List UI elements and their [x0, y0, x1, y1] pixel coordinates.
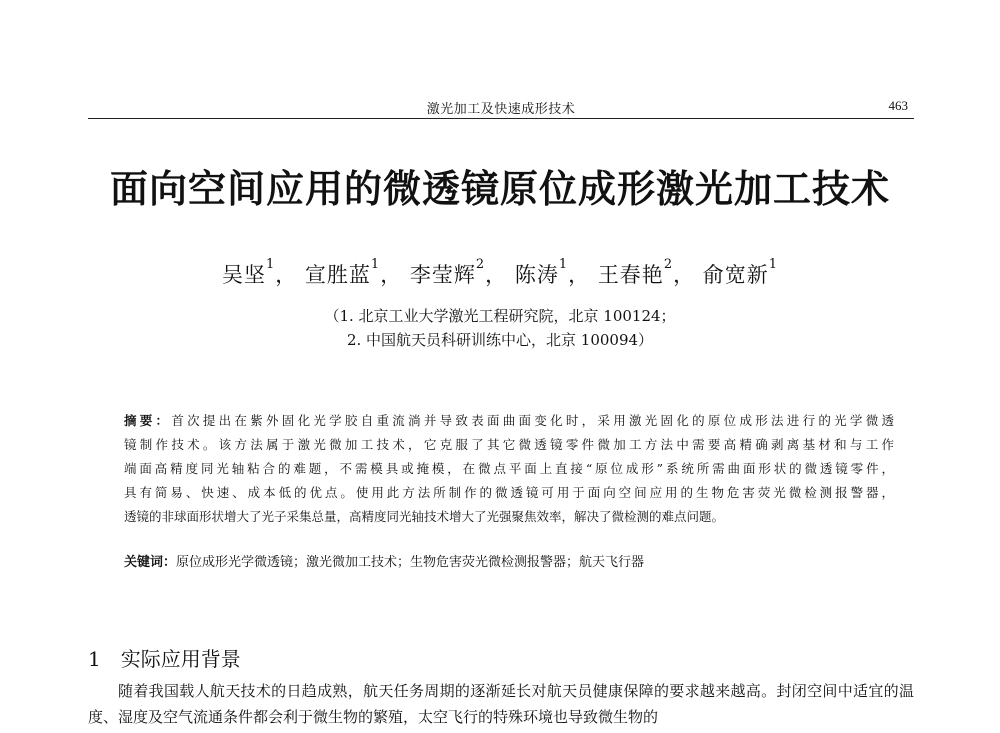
- abstract-line: 镜制作技术。该方法属于激光微加工技术，它克服了其它微透镜零件微加工方法中需要高精确剥离基材和与工作: [124, 437, 894, 452]
- section-number: 1: [88, 647, 101, 671]
- author-name: 陈涛: [514, 263, 559, 287]
- author-separator: ，: [673, 263, 696, 287]
- affiliation-mark: 2: [475, 257, 486, 272]
- keywords: [124, 551, 644, 570]
- running-title: 激光加工及快速成形技术: [426, 102, 576, 117]
- author-name: 李莹辉: [409, 263, 476, 287]
- abstract-line: 透镜的非球面形状增大了光子采集总量，高精度同光轴技术增大了光强聚焦效率，解决了微检测的难点问题。: [124, 509, 725, 524]
- author-name: 宣胜蓝: [304, 263, 371, 287]
- author-name: 吴坚: [221, 263, 266, 287]
- header-rule: [88, 118, 914, 119]
- abstract-label: 摘要：: [124, 413, 172, 428]
- author-separator: ，: [485, 263, 508, 287]
- keywords-label: 关键词：: [124, 555, 177, 570]
- author-separator: ，: [275, 263, 298, 287]
- keywords-text: 原位成形光学微透镜；激光微加工技术；生物危害荧光微检测报警器；航天飞行器: [176, 555, 645, 570]
- section-title: 实际应用背景: [120, 647, 241, 671]
- abstract: [124, 409, 894, 529]
- section-heading: [88, 643, 241, 672]
- abstract-line: [124, 409, 894, 433]
- body-paragraph: 随着我国载人航天技术的日趋成熟，航天任务周期的逐渐延长对航天员健康保障的要求越来越高。封闭空间中适宜的温度、湿度及空气流通条件都会利于微生物的繁殖，太空飞行的特殊环境也导致微生物的: [88, 682, 914, 726]
- author-name: 王春艳: [597, 263, 664, 287]
- running-header: [88, 98, 914, 118]
- body-text: [88, 678, 914, 730]
- affiliation-mark: 1: [370, 257, 381, 272]
- affiliation-mark: 1: [265, 257, 276, 272]
- abstract-text: 首次提出在紫外固化光学胶自重流淌并导致表面曲面变化时，采用激光固化的原位成形法进行的光学微透: [171, 413, 894, 428]
- affiliation-mark: 2: [663, 257, 674, 272]
- author-list: [0, 259, 1000, 289]
- affiliation-line-1: （1. 北京工业大学激光工程研究院，北京 100124；: [324, 307, 676, 325]
- abstract-line: 端面高精度同光轴粘合的难题，不需模具或掩模，在微点平面上直接“原位成形”系统所需曲面形状的微透镜零件，: [124, 461, 894, 476]
- paper-title: 面向空间应用的微透镜原位成形激光加工技术: [109, 167, 890, 211]
- page-number: 463: [888, 98, 908, 113]
- affiliation-mark: 1: [558, 257, 569, 272]
- author-separator: ，: [568, 263, 591, 287]
- author-separator: ，: [380, 263, 403, 287]
- abstract-line: 具有简易、快速、成本低的优点。使用此方法所制作的微透镜可用于面向空间应用的生物危害荧光微检测报警器，: [124, 485, 894, 500]
- affiliation-line-2: 2. 中国航天员科研训练中心，北京 100094）: [346, 331, 654, 349]
- author-name: 俞宽新: [702, 263, 769, 287]
- affiliation-mark: 1: [768, 257, 779, 272]
